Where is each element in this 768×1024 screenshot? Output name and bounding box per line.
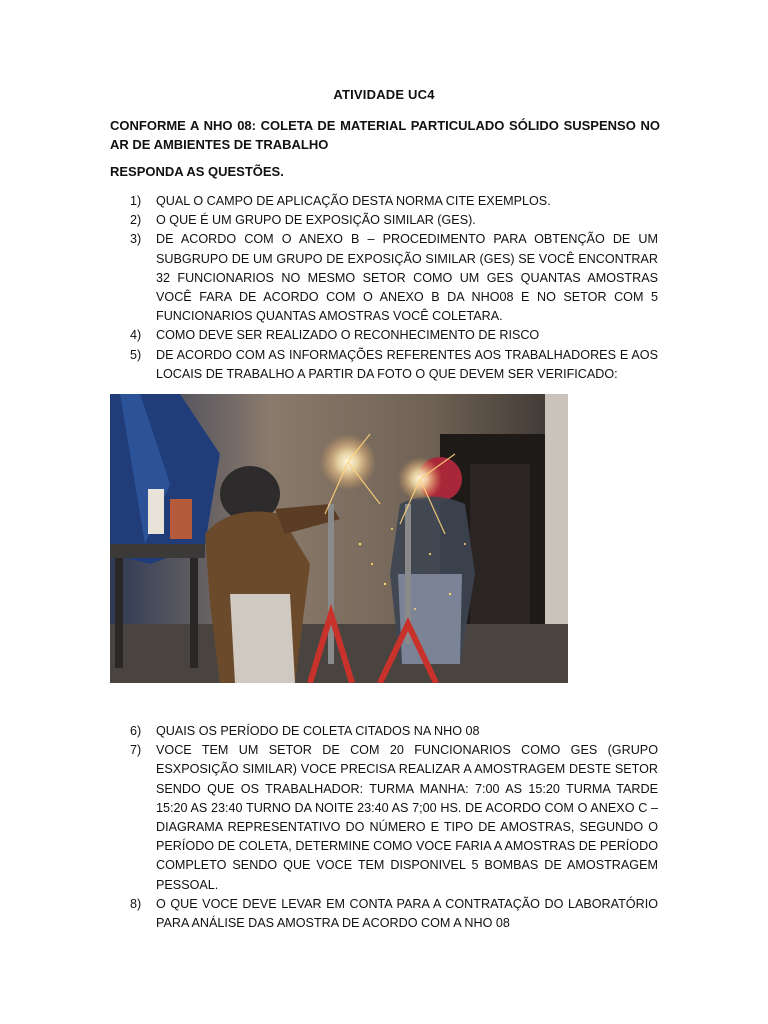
question-item	[110, 895, 658, 933]
question-number: 4)	[130, 328, 142, 343]
question-text: O QUE É UM GRUPO DE EXPOSIÇÃO SIMILAR (GES).	[156, 213, 476, 228]
welding-scene-illustration	[110, 394, 568, 683]
question-text: QUAL O CAMPO DE APLICAÇÃO DESTA NORMA CITE EXEMPLOS.	[156, 194, 551, 208]
instruction-text: RESPONDA AS QUESTÕES.	[110, 164, 284, 179]
question-item	[110, 346, 658, 384]
question-number: 7)	[130, 743, 142, 758]
document-subtitle: CONFORME A NHO 08: COLETA DE MATERIAL PARTICULADO SÓLIDO SUSPENSO NO AR DE AMBIENTES DE TRABALHO	[110, 118, 660, 152]
question-text: DE ACORDO COM O ANEXO B – PROCEDIMENTO PARA OBTENÇÃO DE UM SUBGRUPO DE UM GRUPO DE EXPOSIÇÃO SIMILAR (GES) SE VOCÊ ENCONTRAR 32 FUNCIONARIOS NO MESMO SETOR COMO UM GES QUANTAS AMOSTRAS VOCÊ FARA DE ACORDO COM O ANEXO B DA NHO08 E NO SETOR COM 5 FUNCIONARIOS QUANTAS AMOSTRAS VOCÊ COLETARA.	[156, 232, 658, 324]
question-text: VOCE TEM UM SETOR DE COM 20 FUNCIONARIOS COMO GES (GRUPO ESXPOSIÇÃO SIMILAR) VOCE PRECISA REALIZAR A AMOSTRAGEM DESTE SETOR SENDO QUE OS TRABALHADOR: TURMA MANHA: 7:00 AS 15:20 TURMA TARDE 15:20 AS 23:40 TURNO DA NOITE 23:40 AS 7;00 HS. DE ACORDO COM O ANEXO C – DIAGRAMA REPRESENTATIVO DO NÚMERO E TIPO DE AMOSTRAS, SEGUNDO O PERÍODO DE COLETA, DETERMINE COMO VOCE FARIA A AMOSTRAS DE PERÍODO COMPLETO SENDO QUE VOCE TEM DISPONIVEL 5 BOMBAS DE AMOSTRAGEM PESSOAL.	[156, 743, 658, 892]
question-list-part2	[110, 722, 658, 933]
question-list-part1	[110, 192, 658, 384]
question-item	[110, 722, 658, 741]
question-item	[110, 741, 658, 895]
page-title: ATIVIDADE UC4	[333, 87, 435, 102]
question-number: 5)	[130, 347, 142, 362]
question-text: COMO DEVE SER REALIZADO O RECONHECIMENTO DE RISCO	[156, 328, 540, 343]
question-text: O QUE VOCE DEVE LEVAR EM CONTA PARA A CONTRATAÇÃO DO LABORATÓRIO PARA ANÁLISE DAS AMOSTRA DE ACORDO COM A NHO 08	[156, 896, 658, 931]
question-number: 8)	[130, 896, 142, 911]
question-item	[110, 192, 658, 211]
question-text: QUAIS OS PERÍODO DE COLETA CITADOS NA NHO 08	[156, 724, 480, 738]
question-number: 6)	[130, 724, 142, 738]
question-number: 3)	[130, 232, 142, 247]
question-text: DE ACORDO COM AS INFORMAÇÕES REFERENTES AOS TRABALHADORES E AOS LOCAIS DE TRABALHO A PARTIR DA FOTO O QUE DEVEM SER VERIFICADO:	[156, 347, 658, 381]
welding-photo	[110, 394, 568, 683]
question-number: 2)	[130, 213, 142, 228]
question-item	[110, 326, 658, 345]
question-item	[110, 211, 658, 230]
question-item	[110, 230, 658, 326]
question-number: 1)	[130, 194, 142, 208]
